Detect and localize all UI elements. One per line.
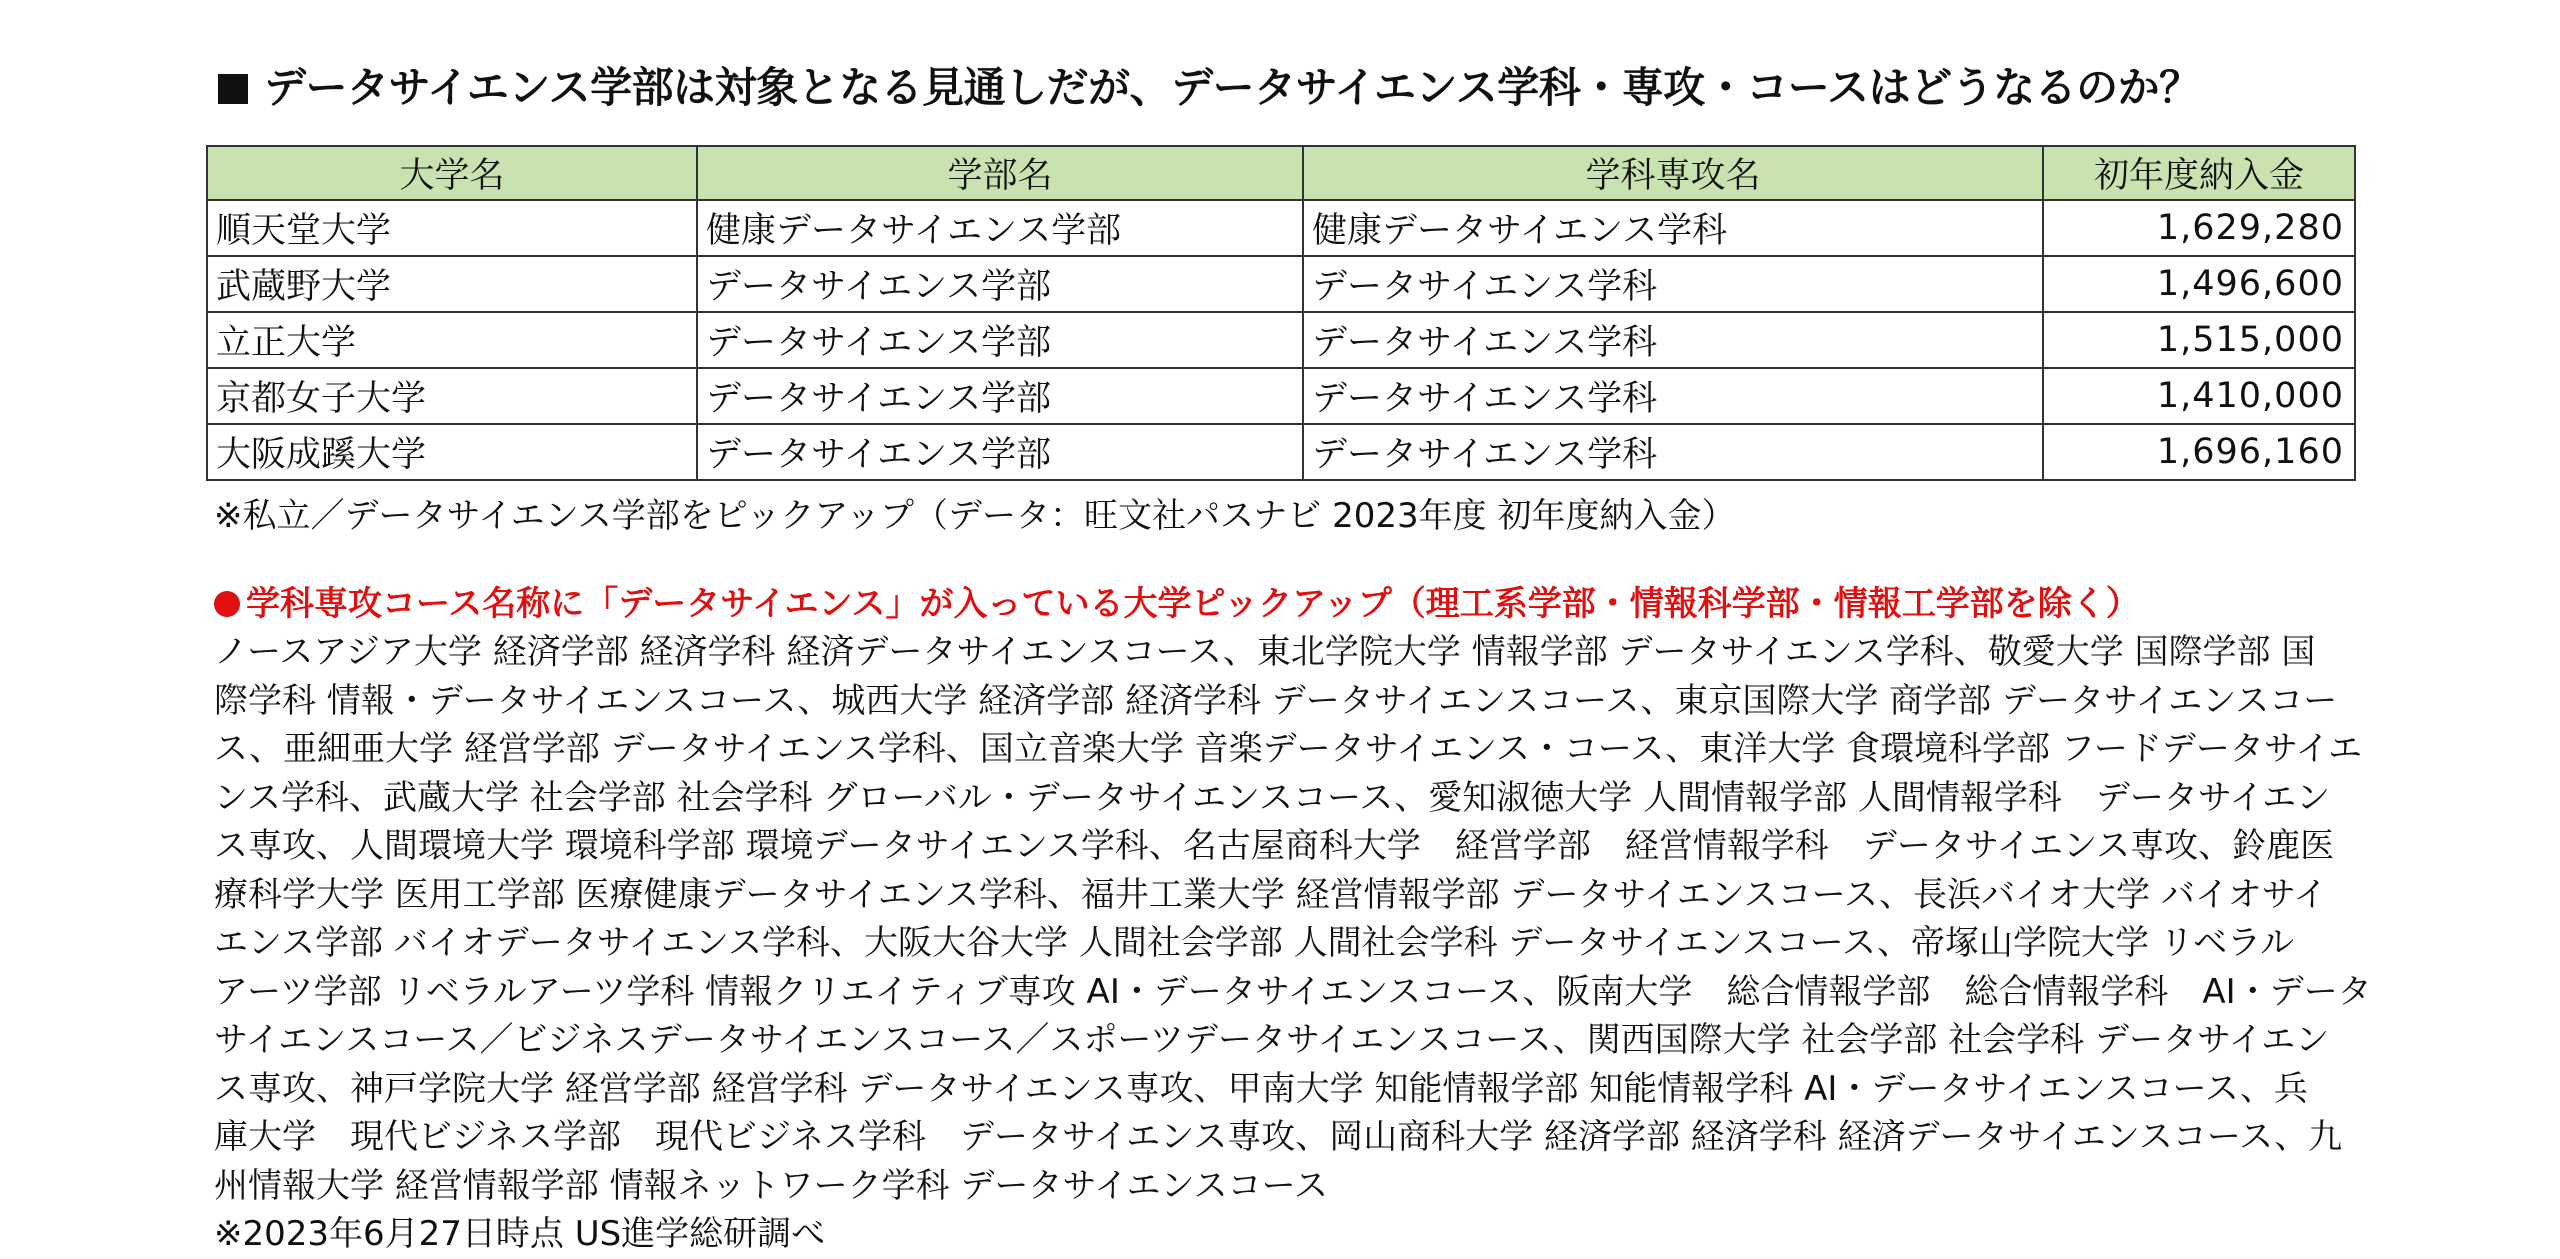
table-row [207, 368, 2355, 424]
text-line: 州情報大学 経営情報学部 情報ネットワーク学科 データサイエンスコース [214, 1165, 1328, 1206]
cell-faculty: データサイエンス学部 [697, 312, 1303, 368]
text-line: ス、亜細亜大学 経営学部 データサイエンス学科、国立音楽大学 音楽データサイエンス・コース、東洋大学 食環境科学部 フードデータサイエ [214, 729, 2363, 769]
cell-department: 健康データサイエンス学科 [1303, 200, 2043, 256]
cell-department: データサイエンス学科 [1303, 256, 2043, 312]
column-header-first-year-fee: 初年度納入金 [2043, 146, 2355, 200]
column-header-department: 学科専攻名 [1303, 146, 2043, 200]
cell-university: 立正大学 [207, 312, 697, 368]
page-title [218, 58, 2201, 118]
text-line: 際学科 情報・データサイエンスコース、城西大学 経済学部 経済学科 データサイエンスコース、東京国際大学 商学部 データサイエンスコー [214, 680, 2338, 721]
table-row [207, 256, 2355, 312]
cell-faculty: 健康データサイエンス学部 [697, 200, 1303, 256]
text-line: 療科学大学 医用工学部 医療健康データサイエンス学科、福井工業大学 経営情報学部 データサイエンスコース、長浜バイオ大学 バイオサイ [214, 874, 2328, 915]
cell-faculty: データサイエンス学部 [697, 424, 1303, 480]
cell-department: データサイエンス学科 [1303, 424, 2043, 480]
table-row [207, 312, 2355, 368]
cell-fee: 1,696,160 [2043, 424, 2355, 480]
text-line: ンス学科、武蔵大学 社会学部 社会学科 グローバル・データサイエンスコース、愛知淑徳大学 人間情報学部 人間情報学科 データサイエン [214, 777, 2331, 818]
survey-date-note: ※2023年6月27日時点 US進学総研調べ [214, 1214, 826, 1254]
cell-university: 京都女子大学 [207, 368, 697, 424]
text-line: ス専攻、神戸学院大学 経営学部 経営学科 データサイエンス専攻、甲南大学 知能情報学部 知能情報学科 AI・データサイエンスコース、兵 [214, 1068, 2308, 1109]
table-source-note: ※私立／データサイエンス学部をピックアップ（データ：旺文社パスナビ 2023年度 初年度納入金） [214, 496, 1736, 536]
text-line: サイエンスコース／ビジネスデータサイエンスコース／スポーツデータサイエンスコース、関西国際大学 社会学部 社会学科 データサイエン [214, 1020, 2330, 1060]
cell-fee: 1,496,600 [2043, 256, 2355, 312]
cell-department: データサイエンス学科 [1303, 368, 2043, 424]
cell-fee: 1,515,000 [2043, 312, 2355, 368]
table-row [207, 424, 2355, 480]
cell-university: 武蔵野大学 [207, 256, 697, 312]
highlight-heading-text: 学科専攻コース名称に「データサイエンス」が入っている大学ピックアップ（理工系学部・情報科学部・情報工学部を除く） [246, 584, 2140, 624]
column-header-university: 大学名 [207, 146, 697, 200]
text-line: 庫大学 現代ビジネス学部 現代ビジネス学科 データサイエンス専攻、岡山商科大学 経済学部 経済学科 経済データサイエンスコース、九 [214, 1117, 2343, 1157]
table-row [207, 200, 2355, 256]
cell-department: データサイエンス学科 [1303, 312, 2043, 368]
table-header-row [207, 146, 2355, 200]
cell-fee: 1,410,000 [2043, 368, 2355, 424]
red-bullet-icon [214, 591, 240, 617]
column-header-faculty: 学部名 [697, 146, 1303, 200]
text-line: アーツ学部 リベラルアーツ学科 情報クリエイティブ専攻 AI・データサイエンスコース、阪南大学 総合情報学部 総合情報学科 AI・データ [214, 971, 2372, 1012]
cell-faculty: データサイエンス学部 [697, 368, 1303, 424]
university-list-text [214, 628, 2372, 1259]
text-line: ノースアジア大学 経済学部 経済学科 経済データサイエンスコース、東北学院大学 情報学部 データサイエンス学科、敬愛大学 国際学部 国 [214, 632, 2316, 672]
text-line: ス専攻、人間環境大学 環境科学部 環境データサイエンス学科、名古屋商科大学 経営学部 経営情報学科 データサイエンス専攻、鈴鹿医 [214, 826, 2335, 866]
cell-faculty: データサイエンス学部 [697, 256, 1303, 312]
highlight-heading [214, 580, 2140, 628]
cell-fee: 1,629,280 [2043, 200, 2355, 256]
cell-university: 大阪成蹊大学 [207, 424, 697, 480]
cell-university: 順天堂大学 [207, 200, 697, 256]
university-table [206, 145, 2356, 481]
text-line: エンス学部 バイオデータサイエンス学科、大阪大谷大学 人間社会学部 人間社会学科 データサイエンスコース、帝塚山学院大学 リベラル [214, 923, 2295, 963]
page-title-text: データサイエンス学部は対象となる見通しだが、データサイエンス学科・専攻・コースはどうなるのか？ [264, 63, 2201, 112]
black-square-icon [218, 74, 248, 104]
